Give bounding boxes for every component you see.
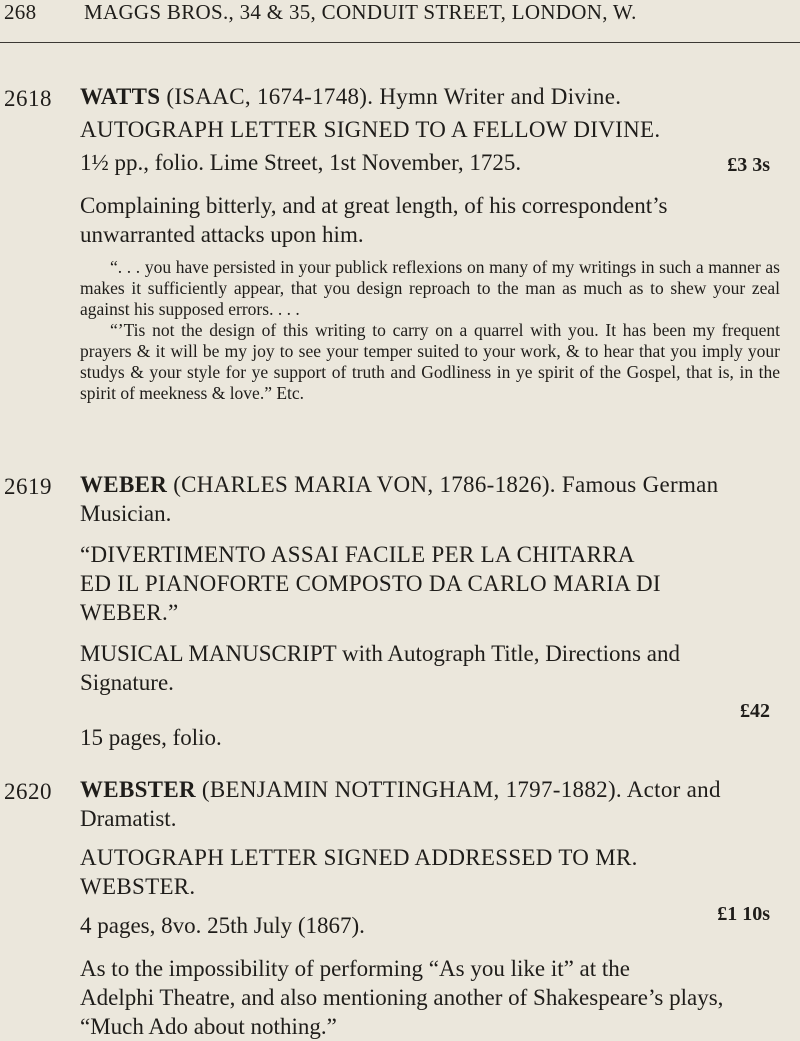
entry-title: ED IL PIANOFORTE COMPOSTO DA CARLO MARIA DI	[80, 571, 661, 596]
entry-name-rest: (CHARLES MARIA VON, 1786-1826). Famous German	[167, 472, 719, 497]
entry-title: “DIVERTIMENTO ASSAI FACILE PER LA CHITARRA	[80, 542, 635, 567]
entry-price: £3 3s	[727, 154, 770, 176]
entry-note-line: Adelphi Theatre, and also mentioning another of Shakespeare’s plays,	[80, 985, 724, 1010]
entry-note-line: As to the impossibility of performing “As you like it” at the	[80, 956, 631, 981]
entry-name-rest: (ISAAC, 1674-1748). Hymn Writer and Divine.	[160, 84, 622, 109]
page-number: 268	[4, 0, 37, 24]
entry-heading	[80, 775, 780, 804]
entry-title: AUTOGRAPH LETTER SIGNED TO A FELLOW DIVINE.	[80, 117, 661, 142]
entry-name-rest: (BENJAMIN NOTTINGHAM, 1797-1882). Actor and	[195, 777, 721, 802]
entry-body	[80, 470, 780, 752]
entry-price: £42	[740, 700, 770, 722]
entry-note-line: “Much Ado about nothing.”	[80, 1014, 337, 1039]
entry-heading	[80, 82, 780, 111]
entry-number: 2619	[4, 474, 52, 499]
entry-heading-line: Musician.	[80, 501, 172, 526]
entry-title: WEBSTER.	[80, 874, 196, 899]
entry-body	[80, 82, 780, 404]
entry-title: AUTOGRAPH LETTER SIGNED ADDRESSED TO MR.	[80, 845, 638, 870]
entry-name: WEBER	[80, 472, 168, 497]
entry-details: 15 pages, folio.	[80, 725, 222, 750]
entry-price: £1 10s	[717, 903, 770, 925]
entry-details: 4 pages, 8vo. 25th July (1867).	[80, 913, 365, 938]
entry-number: 2618	[4, 86, 52, 111]
entry-description: Signature.	[80, 670, 174, 695]
entry-quote: “’Tis not the design of this writing to carry on a quarrel with you. It has been my frequent prayers & it will be my joy to see your temper suited to your work, & to hear that you imply your studys & your style for ye support of truth and Godliness in ye spirit of the Gospel, that is, in the spirit of meekness & love.” Etc.	[80, 320, 780, 403]
entry-number: 2620	[4, 779, 52, 804]
entry-name: WEBSTER	[80, 777, 196, 802]
entry-title: WEBER.”	[80, 600, 179, 625]
entry-note-line: Complaining bitterly, and at great length, of his correspondent’s	[80, 193, 668, 218]
header-rule	[0, 42, 800, 43]
entry-details: 1½ pp., folio. Lime Street, 1st November, 1725.	[80, 150, 522, 175]
entry-note-line: unwarranted attacks upon him.	[80, 222, 364, 247]
running-header	[0, 0, 800, 34]
entry-description: MUSICAL MANUSCRIPT with Autograph Title, Directions and	[80, 641, 680, 666]
entry-heading	[80, 470, 780, 499]
entry-details-line	[80, 148, 780, 177]
entry-heading-line: Dramatist.	[80, 806, 177, 831]
entry-name: WATTS	[80, 84, 161, 109]
entry-quote: “. . . you have persisted in your publick reflexions on many of my writings in such a manner as makes it sufficiently appear, that you design reproach to the man as much as to shew your zeal against his supposed errors. . . .	[80, 257, 780, 319]
header-title: MAGGS BROS., 34 & 35, CONDUIT STREET, LONDON, W.	[84, 0, 637, 24]
entry-body	[80, 775, 780, 1041]
